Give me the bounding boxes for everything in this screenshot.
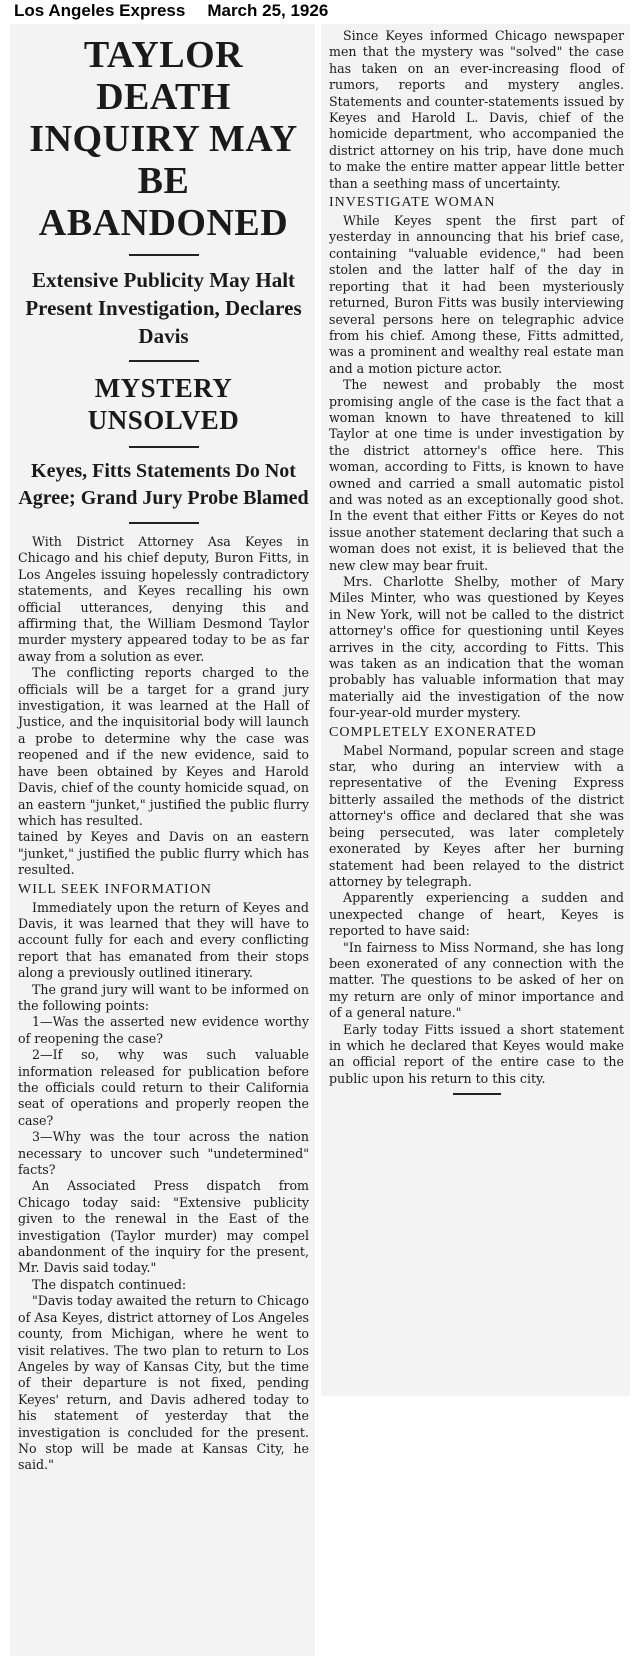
publication-date: March 25, 1926 [207,1,329,20]
headline-divider [129,446,199,448]
subheading: INVESTIGATE WOMAN [329,195,496,211]
paragraph: 3—Why was the tour across the nation necessary to uncover such "undetermined" facts? [18,1129,309,1178]
paragraph: With District Attorney Asa Keyes in Chicago and his chief deputy, Buron Fitts, in Los Angeles issuing hopelessly contradictory statements, and Keyes recalling his own official utterances, denying this and affirming that, the William Desmond Taylor murder mystery appeared today to be as far away from a solution as ever. [18,534,309,664]
headline-divider [129,254,199,256]
paragraph: 1—Was the asserted new evidence worthy of reopening the case? [18,1014,309,1046]
paragraph: tained by Keyes and Davis on an eastern "junket," justified the public flurry which has resulted. [18,829,309,878]
subheading: COMPLETELY EXONERATED [329,724,537,740]
article-end-rule [453,1093,501,1095]
paragraph: "In fairness to Miss Normand, she has long been exonerated of any connection with the matter. The questions to be asked of her on my return are only of minor importance and of a general nature." [329,939,624,1021]
headline-divider [129,360,199,362]
headline-divider [129,522,199,524]
left-column [10,24,315,1656]
paragraph: Mabel Normand, popular screen and stage star, who during an interview with a representative of the Evening Express bitterly assailed the methods of the district attorney's office and declared that she was being persecuted, was later completely exonerated by Keyes after her burning statement had been relayed to the district attorney by telegraph. [329,742,624,889]
paragraph: The newest and probably the most promising angle of the case is the fact that a woman known to have threatened to kill Taylor at one time is under investigation by the district attorney's office here. This woman, according to Fitts, is known to have owned and carried a small automatic pistol and was noted as an exceptionally good shot. In the event that either Fitts or Keyes do not issue another statement declaring that such a woman does not exist, it is believed that the new clew may bear fruit. [329,377,624,573]
source-line [14,1,350,21]
paragraph: Mrs. Charlotte Shelby, mother of Mary Miles Minter, who was questioned by Keyes in New York, will not be called to the district attorney's office for questioning until Keyes arrives in the city, according to Fitts. This was taken as an indication that the woman probably has valuable information that may materially aid the investigation of the now four-year-old murder mystery. [329,574,624,721]
paragraph: The conflicting reports charged to the officials will be a target for a grand jury investigation, it was learned at the Hall of Justice, and the inquisitorial body will launch a probe to determine why the case was reopened and if the new evidence, said to have been obtained by Keyes and Harold Davis, chief of the county homicide squad, on an eastern "junket," justified the public flurry which has resulted. [18,665,309,828]
right-column [321,24,630,1396]
newspaper-name: Los Angeles Express [14,1,186,20]
paragraph: The grand jury will want to be informed on the following points: [18,981,309,1013]
deck-headline-2: MYSTERY UNSOLVED [87,373,240,435]
paragraph: While Keyes spent the first part of yesterday in announcing that his brief case, containing "valuable evidence," had been stolen and the latter half of the day in reporting that it had been mysteriously returned, Buron Fitts was busily interviewing several persons here on telegraphic advice from his chief. Among these, Fitts admitted, was a prominent and wealthy real estate man and a motion picture actor. [329,213,624,376]
paragraph: Early today Fitts issued a short statement in which he declared that Keyes would make an official report of the entire case to the public upon his return to this city. [329,1021,624,1086]
subheading: WILL SEEK INFORMATION [18,881,212,897]
deck-headline-1: Extensive Publicity May Halt Present Investigation, Declares Davis [25,268,302,348]
paragraph: An Associated Press dispatch from Chicago today said: "Extensive publicity given to the renewal in the East of the investigation (Taylor murder) may compel abandonment of the inquiry for the present, Mr. Davis said today." [18,1178,309,1276]
paragraph: Immediately upon the return of Keyes and Davis, it was learned that they will have to account fully for each and every conflicting report that has emanated from their stops along a previously outlined itinerary. [18,899,309,981]
paragraph: "Davis today awaited the return to Chicago of Asa Keyes, district attorney of Los Angeles county, from Michigan, where he went to visit relatives. The two plan to return to Los Angeles by way of Kansas City, but the time of their departure is not fixed, pending Keyes' return, and Davis adhered today to his statement of yesterday that the investigation is concluded for the present. No stop will be made at Kansas City, he said." [18,1293,309,1473]
paragraph: Apparently experiencing a sudden and unexpected change of heart, Keyes is reported to have said: [329,890,624,939]
paragraph: 2—If so, why was such valuable information released for publication before the officials could return to their California seat of operations and properly reopen the case? [18,1047,309,1128]
paragraph: The dispatch continued: [32,1276,187,1292]
paragraph: Since Keyes informed Chicago newspaper men that the mystery was "solved" the case has taken on an ever-increasing flood of rumors, reports and mystery angles. Statements and counter-statements issued by Keyes and Harold L. Davis, chief of the homicide department, who accompanied the district attorney on his trip, have done much to make the entire matter appear little better than a seething mass of uncertainty. [329,28,624,191]
main-headline: TAYLOR DEATH INQUIRY MAY BE ABANDONED [29,34,298,244]
deck-headline-3: Keyes, Fitts Statements Do Not Agree; Grand Jury Probe Blamed [18,460,309,509]
